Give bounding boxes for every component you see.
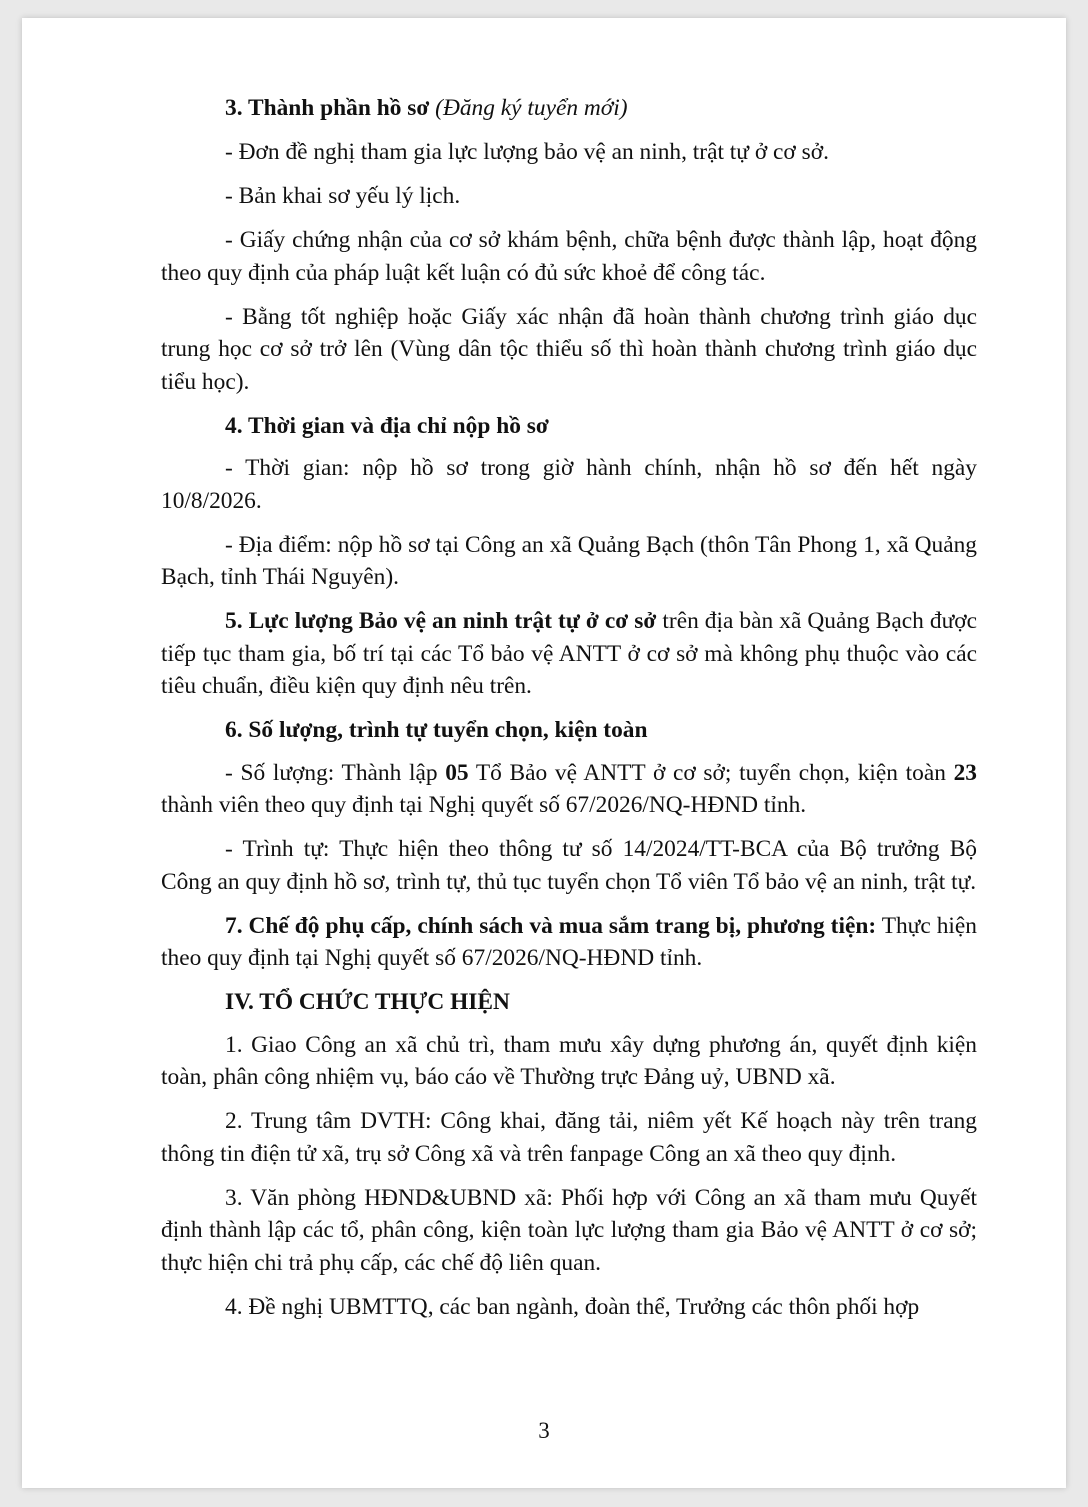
list-item-van-phong [161,1182,977,1280]
paragraph-text: 4. Đề nghị UBMTTQ, các ban ngành, đoàn thể, Trưởng các thôn phối hợp [225,1293,920,1320]
bold-number: 05 [445,759,469,786]
list-item-trung-tam-dvth [161,1105,977,1170]
bold-number: 23 [953,759,977,786]
paragraph-text: - Giấy chứng nhận của cơ sở khám bệnh, chữa bệnh được thành lập, hoạt động theo quy định của pháp luật kết luận có đủ sức khoẻ để công tác. [161,227,977,286]
heading-thoi-gian-dia-chi [161,410,977,443]
paragraph-text: Tổ Bảo vệ ANTT ở cơ sở; tuyển chọn, kiện toàn [468,759,954,786]
heading-text: 5. Lực lượng Bảo vệ an ninh trật tự ở cơ sở [225,608,657,634]
heading-so-luong [161,714,977,747]
paragraph-text: - Đơn đề nghị tham gia lực lượng bảo vệ an ninh, trật tự ở cơ sở. [225,139,829,165]
heading-text: 3. Thành phần hồ sơ [225,95,436,121]
document-page [22,18,1066,1488]
paragraph-text: 1. Giao Công an xã chủ trì, tham mưu xây dựng phương án, quyết định kiện toàn, phân công nhiệm vụ, báo cáo về Thường trực Đảng uỷ, UBND xã. [161,1031,977,1090]
list-item-ban-khai [161,180,977,213]
paragraph-text: 2. Trung tâm DVTH: Công khai, đăng tải, niêm yết Kế hoạch này trên trang thông tin điện tử xã, trụ sở Công xã và trên fanpage Công an xã theo quy định. [161,1108,977,1167]
section-heading-to-chuc [161,986,977,1019]
list-item-giao-cong-an [161,1029,977,1094]
list-item-trinh-tu [161,833,977,898]
heading-note: (Đăng ký tuyển mới) [435,95,628,121]
heading-text: 4. Thời gian và địa chỉ nộp hồ sơ [225,412,549,439]
list-item-bang-tot-nghiep [161,301,977,399]
paragraph-text: - Bản khai sơ yếu lý lịch. [225,183,461,209]
list-item-thoi-gian [161,452,977,517]
paragraph-luc-luong [161,605,977,703]
paragraph-text: thành viên theo quy định tại Nghị quyết số 67/2026/NQ-HĐND tỉnh. [161,792,807,818]
paragraph-che-do [161,910,977,975]
paragraph-text: Thực hiện theo quy định tại Nghị quyết số 67/2026/NQ-HĐND tỉnh. [161,912,977,971]
heading-text: 7. Chế độ phụ cấp, chính sách và mua sắm trang bị, phương tiện: [225,912,877,939]
heading-text: 6. Số lượng, trình tự tuyển chọn, kiện toàn [225,717,648,743]
heading-ho-so [161,92,977,125]
document-body [161,92,977,1323]
list-item-de-nghi [161,1291,977,1324]
page-number: 3 [538,1418,550,1443]
list-item-so-luong [161,757,977,822]
paragraph-text: - Bằng tốt nghiệp hoặc Giấy xác nhận đã hoàn thành chương trình giáo dục trung học cơ sở trở lên (Vùng dân tộc thiểu số thì hoàn thành chương trình giáo dục tiểu học). [161,303,977,395]
heading-text: IV. TỔ CHỨC THỰC HIỆN [225,989,510,1015]
list-item-dia-diem [161,529,977,594]
paragraph-text: - Trình tự: Thực hiện theo thông tư số 14/2024/TT-BCA của Bộ trưởng Bộ Công an quy định hồ sơ, trình tự, thủ tục tuyển chọn Tổ viên Tổ bảo vệ an ninh, trật tự. [161,836,977,895]
paragraph-text: - Địa điểm: nộp hồ sơ tại Công an xã Quảng Bạch (thôn Tân Phong 1, xã Quảng Bạch, tỉnh Thái Nguyên). [161,531,977,590]
paragraph-text: - Thời gian: nộp hồ sơ trong giờ hành chính, nhận hồ sơ đến hết ngày 10/8/2026. [161,455,977,514]
paragraph-text: - Số lượng: Thành lập [225,759,446,786]
list-item-don-de-nghi [161,136,977,169]
paragraph-text: trên địa bàn xã Quảng Bạch được tiếp tục tham gia, bố trí tại các Tổ bảo vệ ANTT ở cơ sở mà không phụ thuộc vào các tiêu chuẩn, điều kiện quy định nêu trên. [161,608,977,699]
paragraph-text: 3. Văn phòng HĐND&UBND xã: Phối hợp với Công an xã tham mưu Quyết định thành lập các tổ, phân công, kiện toàn lực lượng tham gia Bảo vệ ANTT ở cơ sở; thực hiện chi trả phụ cấp, các chế độ liên quan. [161,1184,977,1276]
list-item-giay-chung-nhan [161,224,977,289]
